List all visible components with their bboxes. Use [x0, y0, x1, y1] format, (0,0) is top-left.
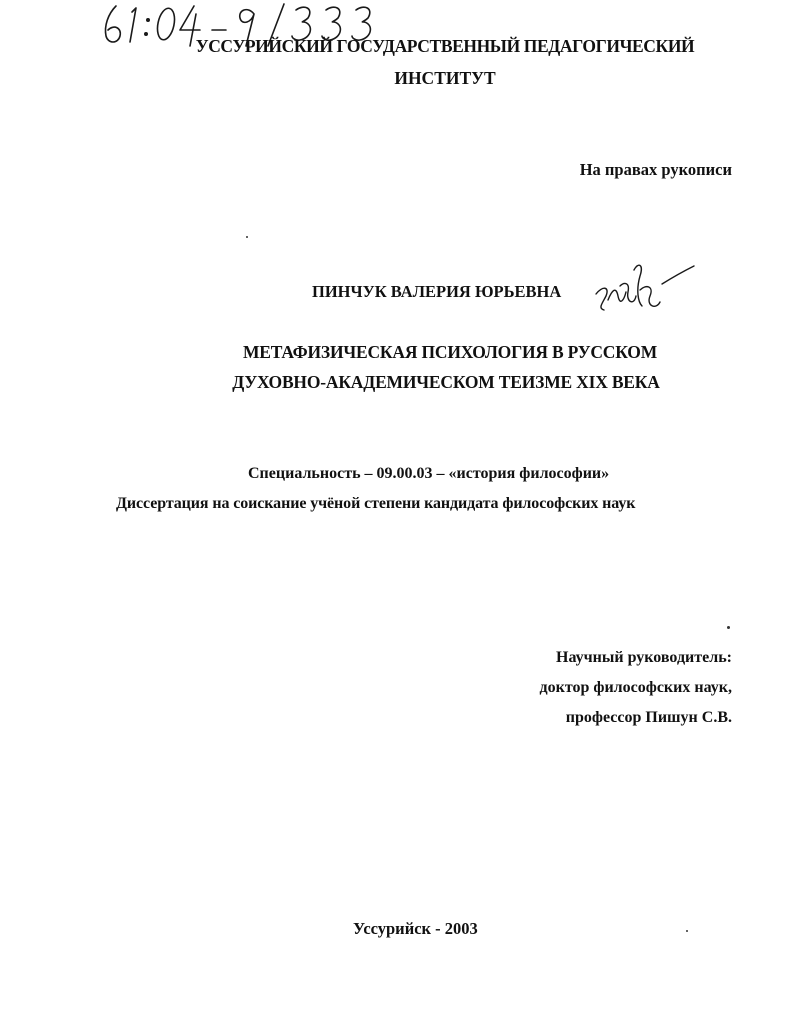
scan-speck [686, 930, 688, 932]
dissertation-title-line-2: ДУХОВНО-АКАДЕМИЧЕСКОМ ТЕИЗМЕ XIX ВЕКА [232, 372, 660, 392]
author-signature [590, 256, 700, 326]
institution-line-2: ИНСТИТУТ [394, 68, 496, 88]
supervisor-name: профессор Пишун С.В. [565, 709, 732, 726]
dissertation-title-line-1: МЕТАФИЗИЧЕСКАЯ ПСИХОЛОГИЯ В РУССКОМ [242, 342, 658, 362]
supervisor-degree: доктор философских наук, [539, 679, 732, 696]
scan-speck [246, 236, 248, 238]
manuscript-rights-note: На правах рукописи [579, 160, 732, 179]
dissertation-degree-note: Диссертация на соискание учёной степени кандидата философских наук [116, 495, 636, 512]
author-name: ПИНЧУК ВАЛЕРИЯ ЮРЬЕВНА [312, 282, 562, 301]
scan-speck [727, 626, 730, 629]
place-and-year: Уссурийск - 2003 [353, 919, 478, 938]
specialty-code: Специальность – 09.00.03 – «история философии» [248, 465, 610, 482]
supervisor-label: Научный руководитель: [556, 649, 732, 666]
institution-line-1: УССУРИЙСКИЙ ГОСУДАРСТВЕННЫЙ ПЕДАГОГИЧЕСКИЙ [195, 36, 695, 56]
